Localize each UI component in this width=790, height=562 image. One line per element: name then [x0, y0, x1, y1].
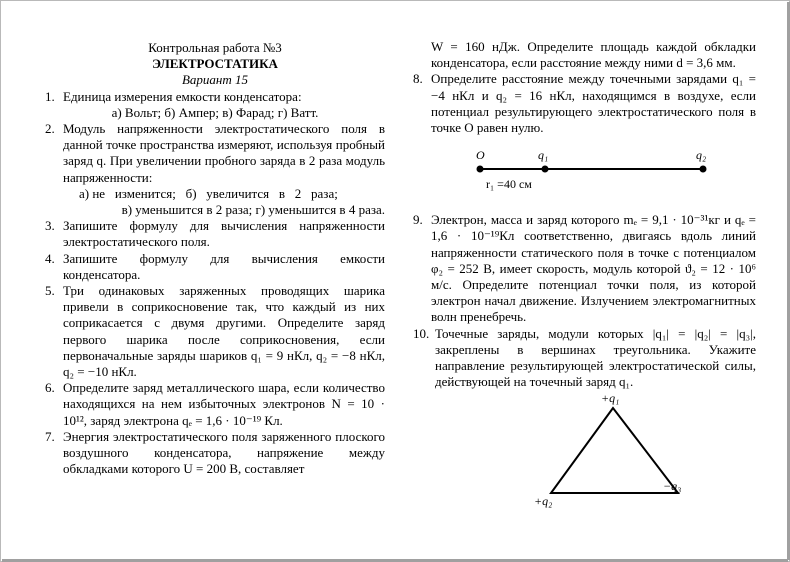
figure-triangle [413, 390, 756, 508]
question-1-options: а) Вольт; б) Ампер; в) Фарад; г) Ватт. [111, 104, 319, 120]
point-q1 [542, 166, 549, 173]
question-8: 8. Определите расстояние между точечными зарядами q₁ = −4 нКл и q₂ = 16 нКл, находящимся в воздухе, если потенциал результирующего электростатического поля в точке О равен нулю. [413, 71, 756, 136]
question-10: 10. Точечные заряды, модули которых |q₁| = |q₂| = |q₃|, закреплены в вершинах треугольника. Укажите направление результирующей электростатической силы, действующей на точечный заряд q₁. [413, 325, 756, 390]
label-q1: q₁ [538, 148, 549, 163]
label-r1: r₁ =40 см [486, 177, 532, 192]
doc-title: Контрольная работа №3 [148, 40, 282, 55]
question-3: 3. Запишите формулу для вычисления напряженности электростатического поля. [45, 218, 385, 250]
label-left-charge: +q₂ [534, 494, 553, 509]
figure-charges-line [413, 144, 756, 204]
question-7: 7. Энергия электростатического поля заряженного плоского воздушного конденсатора, напряжение между обкладками которого U = 200 В, составляет [45, 428, 385, 477]
label-top-charge: +q₁ [601, 391, 620, 406]
question-7-continued: W = 160 нДж. Определите площадь каждой обкладки конденсатора, если расстояние между ними d = 3,6 мм. [431, 39, 756, 71]
question-6: 6. Определите заряд металлического шара, если количество находящихся на нем избыточных электронов N = 10 · 10¹², заряд электрона qₑ = 1,6 · 10⁻¹⁹ Кл. [45, 380, 385, 428]
question-2-options-b: в) уменьшится в 2 раза; г) уменьшится в 4 раза. [121, 202, 385, 218]
question-5: 5. Три одинаковых заряженных проводящих шарика привели в соприкосновение так, что каждый из них соприкасается с двумя другими. Определите заряд первого шарика после соприкосновения, если первоначальные заряды шариков q₁ = 9 нКл, q₂ = −8 нКл, q₂ = −10 нКл. [45, 283, 385, 380]
question-4: 4. Запишите формулу для вычисления емкости конденсатора. [45, 250, 385, 282]
label-q2: q₂ [696, 148, 707, 163]
point-q2 [700, 166, 707, 173]
right-column [413, 0, 756, 508]
doc-subtitle: ЭЛЕКТРОСТАТИКА [152, 56, 278, 72]
question-2: 2. Модуль напряженности электростатического поля в данной точке пространства измеряют, используя пробный заряд q. При увеличении пробного заряда в 2 раза модуль напряженности: [45, 121, 385, 185]
label-o: O [476, 148, 485, 163]
question-2-options-a: а) не изменится; б) увеличится в 2 раза; [79, 185, 338, 201]
label-right-charge: −q₃ [663, 479, 682, 494]
doc-variant: Вариант 15 [181, 72, 249, 88]
question-9: 9. Электрон, масса и заряд которого mₑ = 9,1 · 10⁻³¹кг и qₑ = 1,6 · 10⁻¹⁹Кл соответственно, двигаясь вдоль линий напряженности статического поля в точке с потенциалом φ₂ = 252 В, имеет скорость, модуль которой ϑ₂ = 12 · 10⁶ м/с. Определите потенциал точки поля, из которой электрон начал движение. Излучением электромагнитных волн пренебречь. [413, 212, 756, 325]
triangle-shape [551, 408, 678, 493]
question-1: 1. Единица измерения емкости конденсатора: [45, 88, 302, 104]
point-o [477, 166, 484, 173]
left-column [45, 0, 385, 477]
